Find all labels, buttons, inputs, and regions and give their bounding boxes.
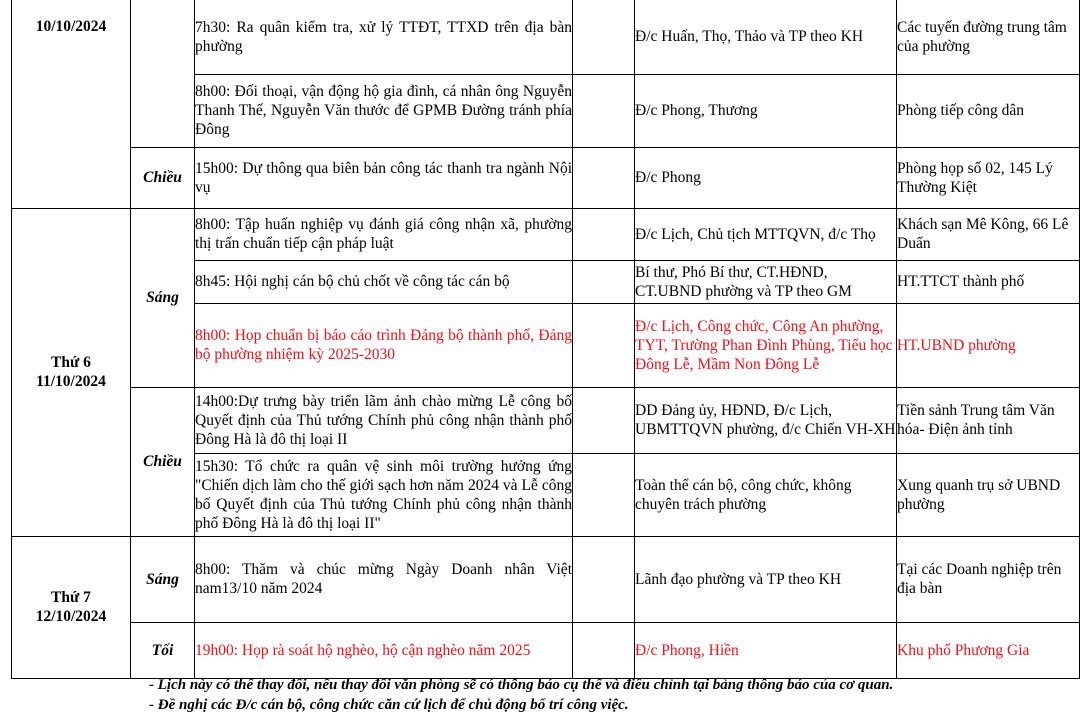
day-date: 12/10/2024: [35, 608, 107, 625]
activity-content: 15h00: Dự thông qua biên bản công tác thanh tra ngành Nội vụ: [195, 147, 573, 208]
table-row: [12, 208, 1080, 260]
activity-content: 19h00: Họp rà soát hộ nghèo, hộ cận nghèo năm 2025: [195, 622, 573, 678]
activity-people: Đ/c Phong, Thương: [635, 74, 897, 147]
footnotes: [149, 675, 893, 715]
activity-place: Khu phố Phương Gia: [897, 622, 1080, 678]
activity-content: 8h00: Tập huấn nghiệp vụ đánh giá công nhận xã, phường thị trấn chuẩn tiếp cận pháp luật: [195, 208, 573, 260]
day-name: Thứ 7: [51, 589, 91, 606]
session-label: Sáng: [131, 208, 195, 387]
activity-people: Đ/c Phong, Hiền: [635, 622, 897, 678]
session-label: Tối: [131, 622, 195, 678]
day-date: 10/10/2024: [35, 18, 107, 35]
activity-people: Lãnh đạo phường và TP theo KH: [635, 536, 897, 622]
table-row: [12, 0, 1080, 74]
schedule-table: [11, 0, 1080, 679]
activity-place: Phòng tiếp công dân: [897, 74, 1080, 147]
activity-place: Các tuyến đường trung tâm của phường: [897, 0, 1080, 74]
activity-place: Khách sạn Mê Kông, 66 Lê Duẩn: [897, 208, 1080, 260]
empty-cell: [573, 387, 635, 453]
day-date-cell: [12, 208, 131, 536]
day-date: 11/10/2024: [36, 373, 106, 390]
day-name: Thứ 6: [51, 354, 91, 371]
table-row: [12, 387, 1080, 453]
table-row: [12, 536, 1080, 622]
activity-place: Tại các Doanh nghiệp trên địa bàn: [897, 536, 1080, 622]
table-row: [12, 622, 1080, 678]
day-date-cell: [12, 536, 131, 678]
activity-place: Phòng họp số 02, 145 Lý Thường Kiệt: [897, 147, 1080, 208]
activity-place: HT.UBND phường: [897, 303, 1080, 387]
activity-content: 8h45: Hội nghị cán bộ chủ chốt về công tác cán bộ: [195, 260, 573, 303]
activity-people: Đ/c Phong: [635, 147, 897, 208]
empty-cell: [573, 453, 635, 536]
table-row: [12, 147, 1080, 208]
activity-content: 7h30: Ra quân kiểm tra, xử lý TTĐT, TTXD trên địa bàn phường: [195, 0, 573, 74]
activity-place: Xung quanh trụ sở UBND phường: [897, 453, 1080, 536]
empty-cell: [573, 622, 635, 678]
session-label: Chiều: [131, 147, 195, 208]
session-label: Chiều: [131, 387, 195, 536]
activity-content: 8h00: Thăm và chúc mừng Ngày Doanh nhân Việt nam13/10 năm 2024: [195, 536, 573, 622]
activity-content: 8h00: Đối thoại, vận động hộ gia đình, cá nhân ông Nguyễn Thanh Thế, Nguyễn Văn thước để GPMB Đường tránh phía Đông: [195, 74, 573, 147]
footnote: - Lịch này có thể thay đổi, nếu thay đổi văn phòng sẽ có thông báo cụ thể và điều chỉnh tại bảng thông báo của cơ quan.: [149, 677, 894, 693]
empty-cell: [573, 536, 635, 622]
empty-cell: [573, 0, 635, 74]
session-cell: [131, 0, 195, 147]
activity-people: Toàn thể cán bộ, công chức, không chuyên trách phường: [635, 453, 897, 536]
empty-cell: [573, 74, 635, 147]
empty-cell: [573, 303, 635, 387]
empty-cell: [573, 260, 635, 303]
activity-people: Đ/c Huấn, Thọ, Thảo và TP theo KH: [635, 0, 897, 74]
activity-people: Đ/c Lịch, Công chức, Công An phường, TYT, Trường Phan Đình Phùng, Tiểu học Đông Lễ, Mầm Non Đông Lễ: [635, 303, 897, 387]
activity-people: DD Đảng ủy, HĐND, Đ/c Lịch, UBMTTQVN phường, đ/c Chiến VH-XH: [635, 387, 897, 453]
activity-people: Bí thư, Phó Bí thư, CT.HĐND, CT.UBND phường và TP theo GM: [635, 260, 897, 303]
session-label: Sáng: [131, 536, 195, 622]
activity-content: 15h30: Tổ chức ra quân vệ sinh môi trường hưởng ứng "Chiến dịch làm cho thế giới sạch hơn năm 2024 và Lễ công bố Quyết định của Thủ tướng Chính phủ công nhận thành phố Đông Hà là đô thị loại II": [195, 453, 573, 536]
footnote: - Đề nghị các Đ/c cán bộ, công chức căn cứ lịch để chủ động bố trí công việc.: [149, 697, 629, 713]
empty-cell: [573, 147, 635, 208]
activity-people: Đ/c Lịch, Chủ tịch MTTQVN, đ/c Thọ: [635, 208, 897, 260]
empty-cell: [573, 208, 635, 260]
activity-content: 8h00: Họp chuẩn bị báo cáo trình Đảng bộ thành phố, Đảng bộ phường nhiệm kỳ 2025-2030: [195, 303, 573, 387]
day-date-cell: [12, 0, 131, 208]
activity-place: Tiền sảnh Trung tâm Văn hóa- Điện ảnh tỉnh: [897, 387, 1080, 453]
activity-place: HT.TTCT thành phố: [897, 260, 1080, 303]
activity-content: 14h00:Dự trưng bày triển lãm ảnh chào mừng Lễ công bố Quyết định của Thủ tướng Chính phủ công nhận thành phố Đông Hà là đô thị loại II: [195, 387, 573, 453]
